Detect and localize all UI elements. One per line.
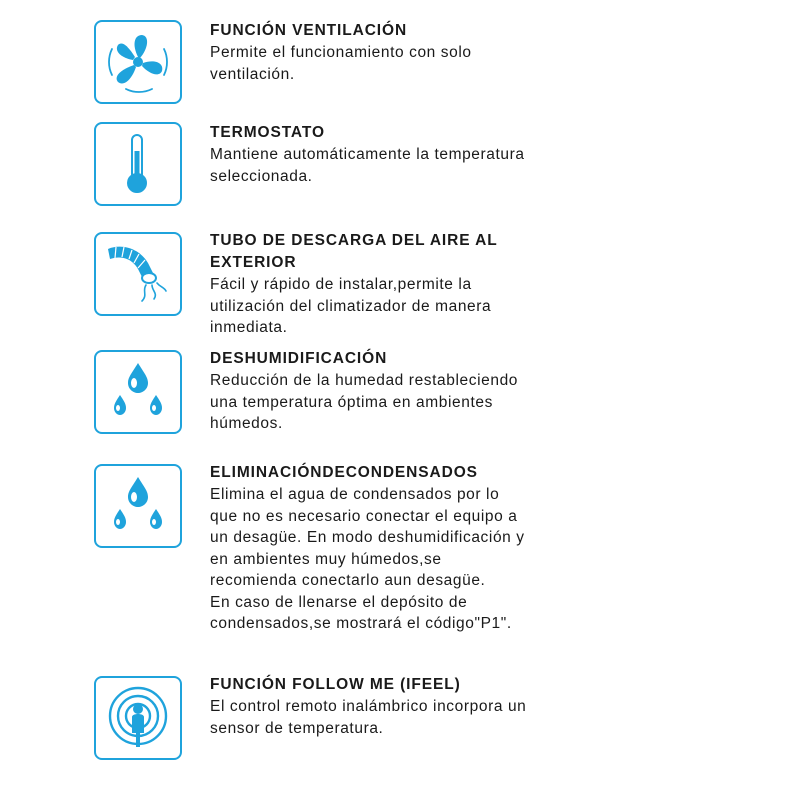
feature-description: Fácil y rápido de instalar,permite la utilización del climatizador de manera inmediata. <box>210 276 492 336</box>
feature-description: Mantiene automáticamente la temperatura seleccionada. <box>210 146 525 185</box>
feature-description: Reducción de la humedad restableciendo una temperatura óptima en ambientes húmedos. <box>210 372 519 432</box>
follow-me-sensor-icon <box>94 676 182 760</box>
thermometer-icon <box>94 122 182 206</box>
water-drops-icon <box>94 350 182 434</box>
feature-thermostat <box>94 122 774 212</box>
feature-title: TUBO DE DESCARGA DEL AIRE AL EXTERIOR <box>210 232 498 271</box>
feature-title: TERMOSTATO <box>210 124 325 141</box>
feature-title: ELIMINACIÓNDECONDENSADOS <box>210 464 478 481</box>
feature-exhaust-hose <box>94 230 774 336</box>
feature-title: FUNCIÓN VENTILACIÓN <box>210 22 408 39</box>
feature-description: Elimina el agua de condensados por lo que no es necesario conectar el equipo a un desagüe. En modo deshumidificación y en ambientes muy húmedos,se recomienda conectarlo aun desagüe. En caso de llenarse el depósito de condensados,se mostrará el código"P1". <box>210 486 525 632</box>
feature-dehumidification <box>94 348 774 438</box>
water-drops-icon <box>94 464 182 548</box>
fan-icon <box>94 20 182 104</box>
feature-description: El control remoto inalámbrico incorpora un sensor de temperatura. <box>210 698 527 737</box>
feature-title: DESHUMIDIFICACIÓN <box>210 350 388 367</box>
exhaust-hose-icon <box>94 232 182 316</box>
feature-condensate-elimination <box>94 462 774 632</box>
feature-description: Permite el funcionamiento con solo ventilación. <box>210 44 472 83</box>
feature-title: FUNCIÓN FOLLOW ME (IFEEL) <box>210 676 461 693</box>
feature-follow-me <box>94 674 774 764</box>
feature-ventilation <box>94 20 774 110</box>
